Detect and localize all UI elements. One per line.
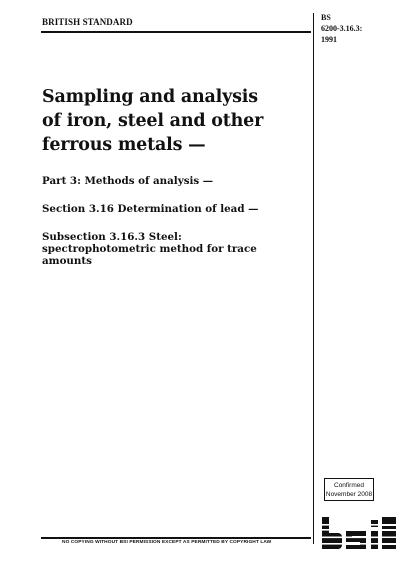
confirmation-line: Confirmed [334, 482, 364, 489]
standard-number [321, 12, 401, 45]
publisher-label: BRITISH STANDARD [42, 17, 133, 27]
footer-rule [41, 537, 311, 539]
section-heading: Section 3.16 Determination of lead — [42, 203, 259, 215]
subsection-heading [42, 231, 308, 267]
confirmation-stamp [324, 478, 374, 501]
confirmation-line: November 2008 [325, 491, 373, 498]
title-line: of iron, steel and other [42, 111, 264, 131]
standard-number-line: BS [321, 13, 331, 22]
part-heading: Part 3: Methods of analysis — [42, 175, 214, 187]
subsection-line: Subsection 3.16.3 Steel: [42, 231, 182, 243]
title-line: ferrous metals — [42, 135, 206, 155]
bsi-logo [318, 515, 398, 553]
title-line: Sampling and analysis [42, 87, 258, 107]
subsection-line: amounts [42, 255, 92, 267]
standard-number-line: 1991 [321, 35, 337, 44]
header-rule [41, 31, 311, 33]
document-title [42, 85, 314, 157]
subsection-line: spectrophotometric method for trace [42, 243, 257, 255]
standard-number-line: 6200-3.16.3: [321, 24, 363, 33]
copyright-notice: NO COPYING WITHOUT BSI PERMISSION EXCEPT AS PERMITTED BY COPYRIGHT LAW [62, 540, 272, 545]
